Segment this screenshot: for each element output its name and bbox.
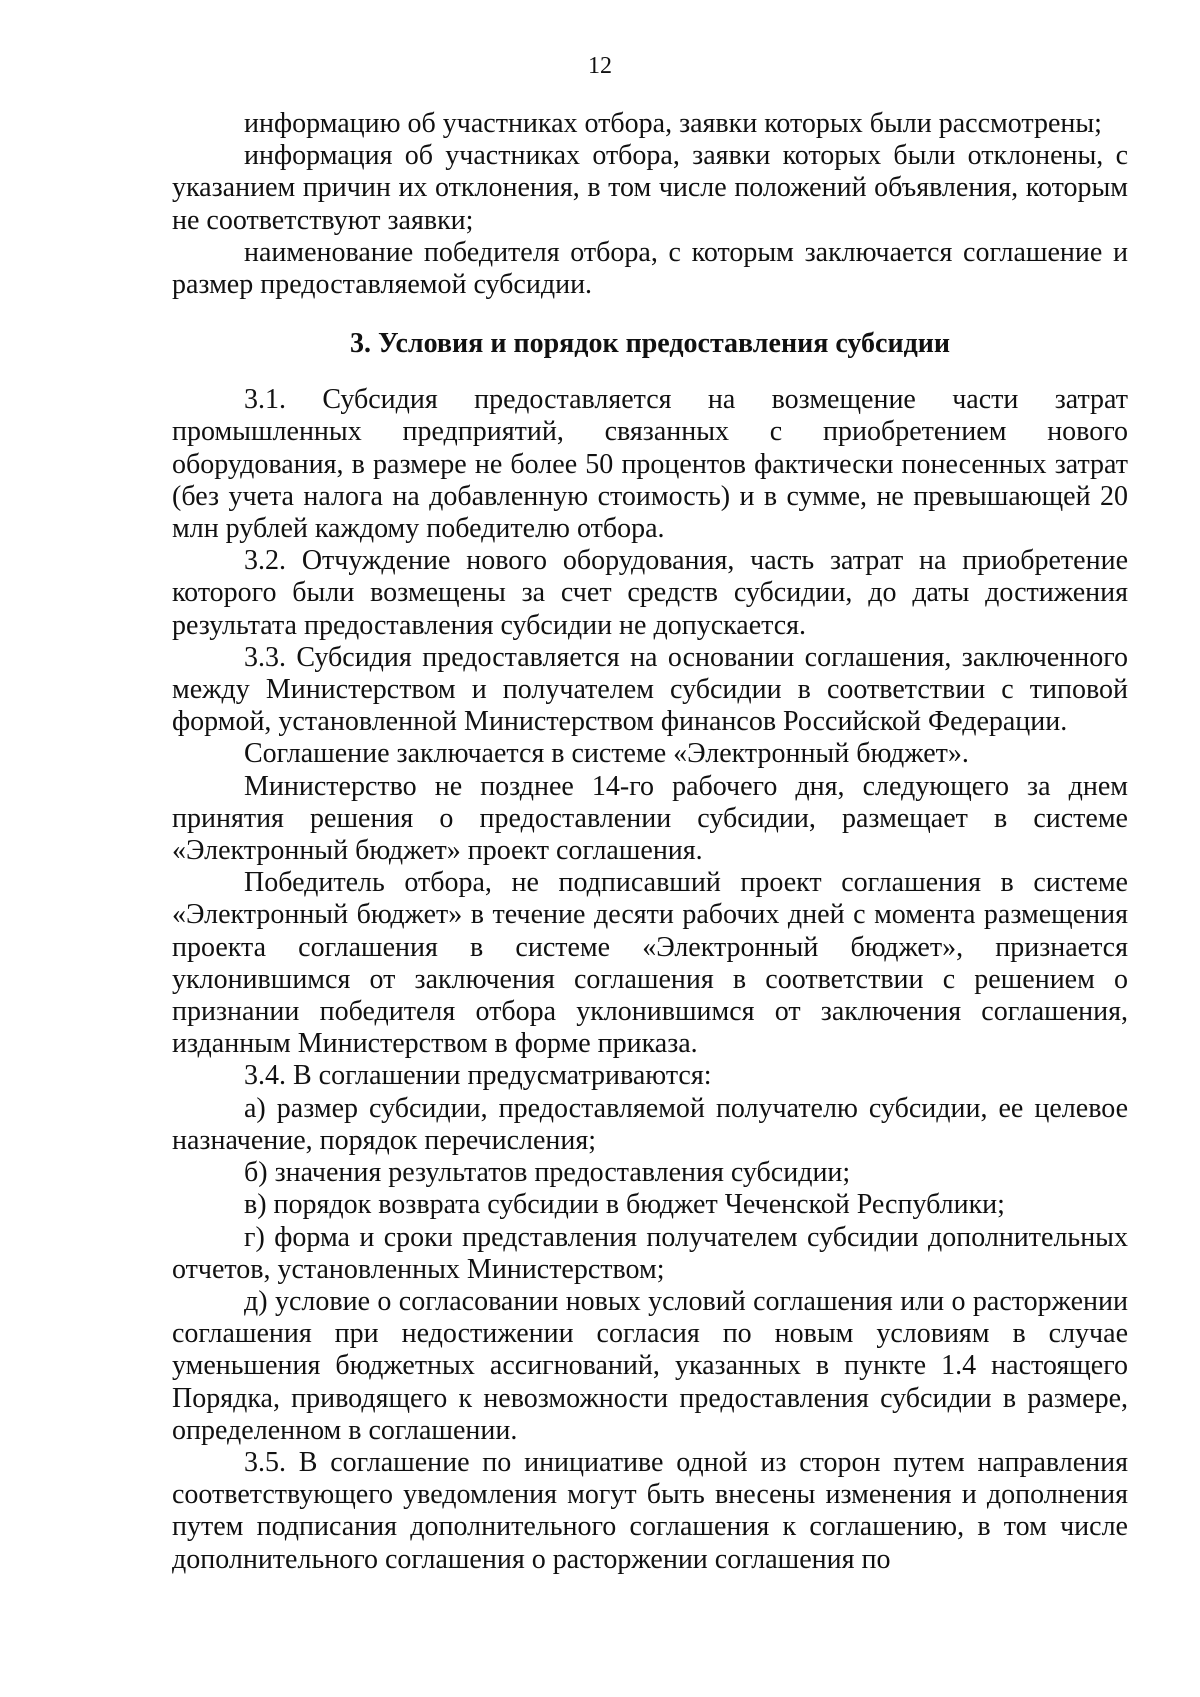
paragraph: 3.5. В соглашение по инициативе одной из сторон путем направления соответствующего уведомления могут быть внесены изменения и дополнения путем подписания дополнительного соглашения к соглашению, в том числе дополнительного соглашения о расторжении соглашения по: [172, 1446, 1128, 1575]
paragraph: Соглашение заключается в системе «Электронный бюджет».: [244, 738, 969, 770]
list-item: б) значения результатов предоставления субсидии;: [244, 1157, 851, 1189]
paragraph: информацию об участниках отбора, заявки которых были рассмотрены;: [244, 108, 1102, 139]
section-heading: 3. Условия и порядок предоставления субсидии: [349, 328, 951, 360]
list-item: в) порядок возврата субсидии в бюджет Чеченской Республики;: [244, 1189, 1005, 1221]
paragraph: 3.1. Субсидия предоставляется на возмещение части затрат промышленных предприятий, связанных с приобретением нового оборудования, в размере не более 50 процентов фактически понесенных затрат (без учета налога на добавленную стоимость) и в сумме, не превышающей 20 млн рублей каждому победителю отбора.: [172, 384, 1128, 545]
paragraph: Победитель отбора, не подписавший проект соглашения в системе «Электронный бюджет» в течение десяти рабочих дней с момента размещения проекта соглашения в системе «Электронный бюджет», признается уклонившимся от заключения соглашения в соответствии с решением о признании победителя отбора уклонившимся от заключения соглашения, изданным Министерством в форме приказа.: [172, 867, 1128, 1060]
list-item: а) размер субсидии, предоставляемой получателю субсидии, ее целевое назначение, порядок перечисления;: [172, 1092, 1128, 1156]
list-item: г) форма и сроки представления получателем субсидии дополнительных отчетов, установленных Министерством;: [172, 1221, 1128, 1285]
paragraph: Министерство не позднее 14-го рабочего дня, следующего за днем принятия решения о предоставлении субсидии, размещает в системе «Электронный бюджет» проект соглашения.: [172, 770, 1128, 867]
paragraph: 3.4. В соглашении предусматриваются:: [244, 1060, 712, 1092]
paragraph: наименование победителя отбора, с которым заключается соглашение и размер предоставляемой субсидии.: [172, 236, 1128, 301]
paragraph: 3.2. Отчуждение нового оборудования, часть затрат на приобретение которого были возмещены за счет средств субсидии, до даты достижения результата предоставления субсидии не допускается.: [172, 545, 1128, 641]
document-body: [172, 108, 1128, 1576]
paragraph: информация об участниках отбора, заявки которых были отклонены, с указанием причин их отклонения, в том числе положений объявления, которым не соответствуют заявки;: [172, 140, 1128, 236]
paragraph: 3.3. Субсидия предоставляется на основании соглашения, заключенного между Министерством и получателем субсидии в соответствии с типовой формой, установленной Министерством финансов Российской Федерации.: [172, 641, 1128, 738]
page-number: 12: [588, 53, 612, 79]
list-item: д) условие о согласовании новых условий соглашения или о расторжении соглашения при недостижении согласия по новым условиям в случае уменьшения бюджетных ассигнований, указанных в пункте 1.4 настоящего Порядка, приводящего к невозможности предоставления субсидии в размере, определенном в соглашении.: [172, 1285, 1128, 1446]
